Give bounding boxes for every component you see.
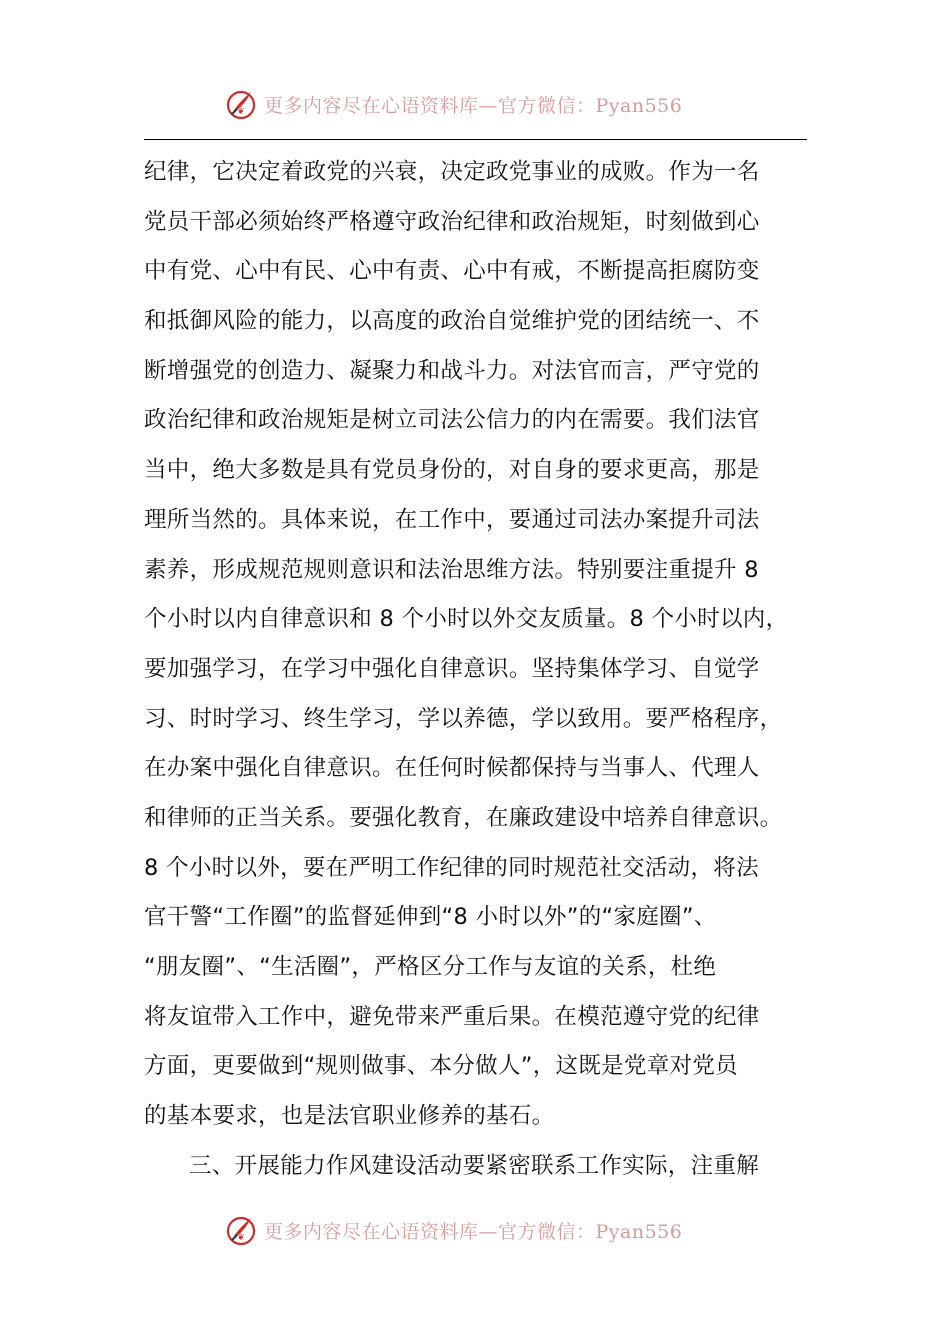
watermark-text: 更多内容尽在心语资料库—官方微信：Pyan556 bbox=[264, 94, 683, 117]
text-line: 中有党、心中有民、心中有责、心中有戒，不断提高拒腐防变 bbox=[144, 258, 760, 285]
svg-text:❦: ❦ bbox=[237, 107, 245, 117]
text-line: 个小时以内自律意识和 8 个小时以外交友质量。8 个小时以内， bbox=[144, 606, 789, 633]
text-line: 纪律，它决定着政党的兴衰，决定政党事业的成败。作为一名 bbox=[144, 159, 760, 185]
text-line: 理所当然的。具体来说，在工作中，要通过司法办案提升司法 bbox=[144, 506, 760, 533]
text-line: 当中，绝大多数是具有党员身份的，对自身的要求更高，那是 bbox=[144, 457, 760, 484]
text-line: 和律师的正当关系。要强化教育，在廉政建设中培养自律意识。 bbox=[144, 804, 783, 831]
section-heading-line: 三、开展能力作风建设活动要紧密联系工作实际，注重解 bbox=[189, 1152, 760, 1179]
quill-logo-icon bbox=[224, 87, 258, 121]
text-line: 素养，形成规范规则意识和法治思维方法。特别要注重提升 8 bbox=[144, 556, 759, 583]
text-line: 方面，更要做到“规则做事、本分做人”，这既是党章对党员 bbox=[144, 1053, 738, 1080]
text-line: 党员干部必须始终严格遵守政治纪律和政治规矩，时刻做到心 bbox=[144, 208, 760, 235]
text-line: 将友谊带入工作中，避免带来严重后果。在模范遵守党的纪律 bbox=[144, 1003, 760, 1030]
quill-logo-icon bbox=[224, 1213, 258, 1247]
text-line: “朋友圈”、“生活圈”，严格区分工作与友谊的关系，杜绝 bbox=[144, 954, 717, 980]
text-line: 的基本要求，也是法官职业修养的基石。 bbox=[144, 1103, 555, 1130]
text-line: 要加强学习，在学习中强化自律意识。坚持集体学习、自觉学 bbox=[144, 655, 760, 682]
svg-text:❦: ❦ bbox=[237, 1233, 245, 1243]
document-body bbox=[144, 148, 824, 1191]
text-line: 8 个小时以外，要在严明工作纪律的同时规范社交活动，将法 bbox=[144, 854, 759, 881]
text-line: 断增强党的创造力、凝聚力和战斗力。对法官而言，严守党的 bbox=[144, 357, 760, 384]
text-line: 和抵御风险的能力，以高度的政治自觉维护党的团结统一、不 bbox=[144, 308, 760, 335]
text-line: 官干警“工作圈”的监督延伸到“8 小时以外”的“家庭圈”、 bbox=[144, 904, 717, 931]
footer-watermark bbox=[224, 1212, 682, 1248]
header-divider bbox=[144, 139, 807, 140]
text-line: 政治纪律和政治规矩是树立司法公信力的内在需要。我们法官 bbox=[144, 407, 760, 434]
text-line: 习、时时学习、终生学习，学以养德，学以致用。要严格程序， bbox=[144, 705, 783, 732]
header-watermark bbox=[224, 86, 682, 122]
text-line: 在办案中强化自律意识。在任何时候都保持与当事人、代理人 bbox=[144, 755, 760, 782]
watermark-text: 更多内容尽在心语资料库—官方微信：Pyan556 bbox=[264, 1220, 683, 1243]
